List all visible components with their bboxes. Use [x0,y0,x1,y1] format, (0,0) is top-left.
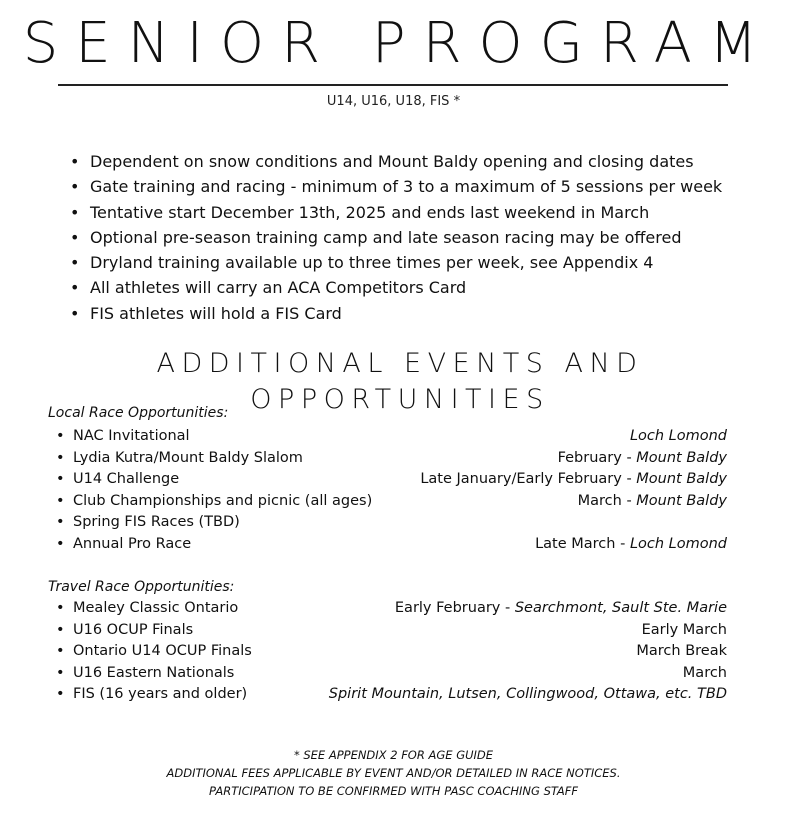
race-date-location [395,598,727,620]
travel-races-label: Travel Race Opportunities: [48,579,235,595]
title-divider [58,84,728,86]
race-item [56,448,727,470]
race-event: • U16 OCUP Finals [73,621,194,638]
page-title: SENIOR PROGRAM [22,11,775,76]
race-location: Loch Lomond [629,535,727,552]
race-item [56,620,727,642]
race-item [56,663,727,685]
race-date: March - [577,492,637,509]
race-event: • Annual Pro Race [73,535,192,552]
race-date: Early March [641,621,727,638]
race-date: Late January/Early February - [420,471,637,487]
race-date: Early February - [394,600,515,616]
footer-note: * SEE APPENDIX 2 FOR AGE GUIDE [293,748,494,762]
race-item [56,598,727,620]
race-date: Late March - [535,535,630,552]
race-location: Mount Baldy [636,492,727,509]
race-date-location [642,620,727,642]
race-item [56,426,727,448]
race-date: February - [557,449,637,466]
race-event: • Club Championships and picnic (all ages) [73,492,373,509]
race-date-location [578,491,727,513]
race-event: • Ontario U14 OCUP Finals [73,643,252,659]
race-location: Searchmont, Sault Ste. Marie [514,600,727,616]
race-event: • Spring FIS Races (TBD) [73,514,240,530]
section-heading: ADDITIONAL EVENTS AND OPPORTUNITIES [156,348,644,415]
race-date-location [558,448,727,470]
race-event: • Lydia Kutra/Mount Baldy Slalom [73,449,303,466]
race-event: • U14 Challenge [73,471,180,487]
program-point: • Tentative start December 13th, 2025 and ends last weekend in March [70,200,722,225]
race-location: Mount Baldy [636,449,727,466]
race-location: Mount Baldy [636,471,727,487]
race-date-location [535,534,727,556]
race-date-location [420,469,727,491]
local-races-label: Local Race Opportunities: [48,405,229,421]
program-point: • Optional pre-season training camp and late season racing may be offered [70,225,722,250]
program-point: • Gate training and racing - minimum of 3 to a maximum of 5 sessions per week [70,174,722,199]
race-item [56,491,727,513]
race-item [56,512,727,534]
race-date-location [636,641,727,663]
race-item [56,469,727,491]
race-item [56,641,727,663]
footer-note: ADDITIONAL FEES APPLICABLE BY EVENT AND/OR DETAILED IN RACE NOTICES. [166,766,621,780]
race-date: March [682,664,727,681]
age-groups-subtitle: U14, U16, U18, FIS * [326,94,461,109]
race-date: March Break [636,643,727,659]
race-item [56,684,727,706]
race-event: • U16 Eastern Nationals [73,664,235,681]
program-point: • Dependent on snow conditions and Mount Baldy opening and closing dates [70,149,722,174]
race-event: • NAC Invitational [73,428,190,444]
local-races-list [56,426,727,555]
program-point: • All athletes will carry an ACA Competitors Card [70,275,722,300]
travel-races-list [56,598,727,706]
program-point: • FIS athletes will hold a FIS Card [70,301,722,326]
race-location: Loch Lomond [629,428,727,444]
race-date-location [630,426,727,448]
race-item [56,534,727,556]
program-point: • Dryland training available up to three times per week, see Appendix 4 [70,250,722,275]
footer-note: PARTICIPATION TO BE CONFIRMED WITH PASC COACHING STAFF [209,784,578,798]
footer-notes [0,746,787,800]
race-date-location [329,684,727,706]
race-location: Spirit Mountain, Lutsen, Collingwood, Ottawa, etc. TBD [328,686,727,702]
race-event: • Mealey Classic Ontario [73,600,239,616]
program-details-list [70,149,722,326]
race-date-location [683,663,727,685]
race-event: • FIS (16 years and older) [73,686,248,702]
